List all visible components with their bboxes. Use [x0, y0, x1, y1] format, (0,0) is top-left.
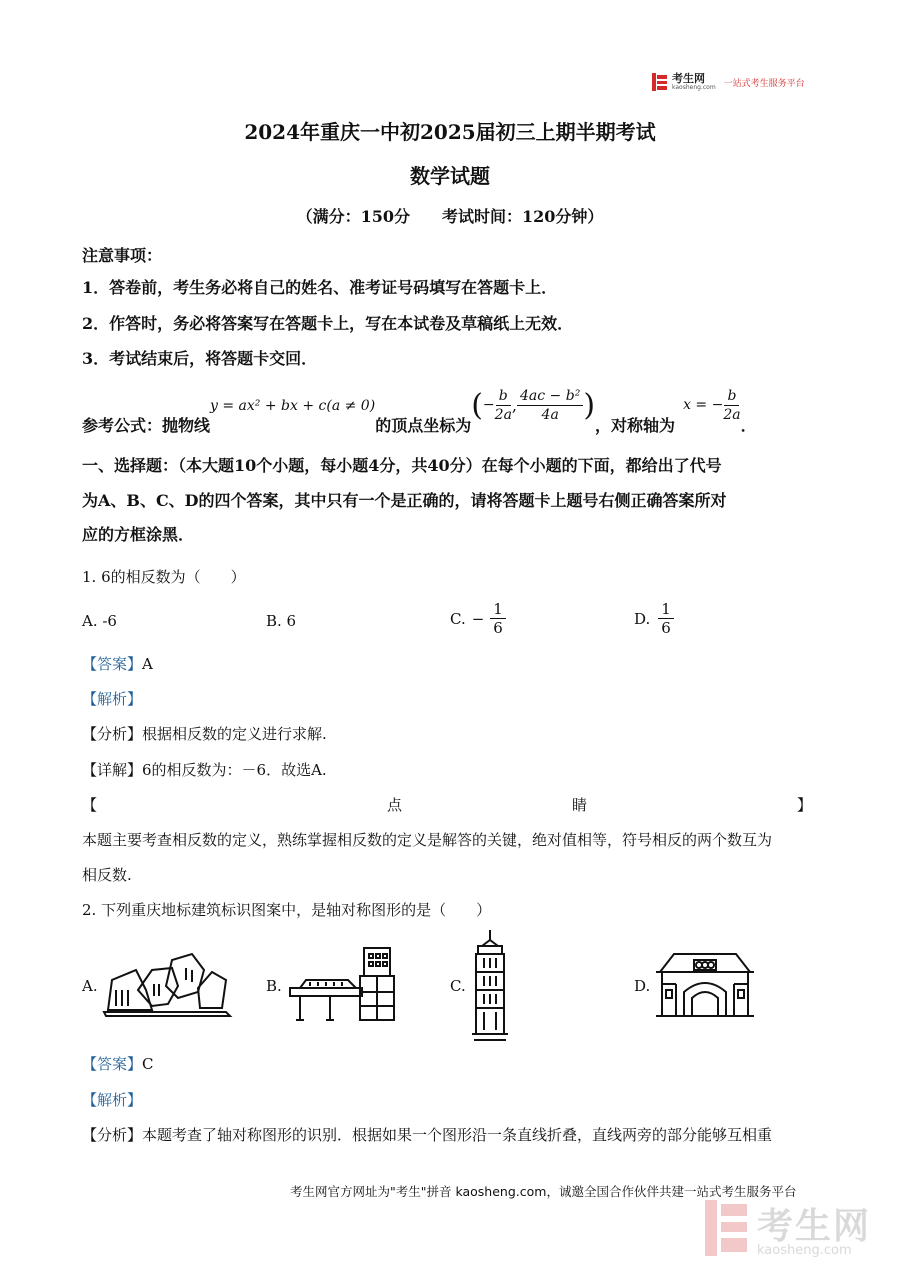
dianjing-bracket: 】: [796, 796, 812, 814]
q1-option-c-fraction: [490, 600, 506, 637]
formula-equation: y = ax² + bx + c(a ≠ 0): [210, 398, 376, 414]
axis-fraction: [723, 387, 740, 424]
q1-option-d-num: 1: [658, 600, 674, 619]
q1-option-c-sign: −: [471, 609, 485, 628]
watermark: [705, 1196, 885, 1260]
q2-answer: [82, 1053, 154, 1074]
section-instructions: 为A、B、C、D的四个答案，其中只有一个是正确的，请将答题卡上题号右侧正确答案所对: [82, 491, 727, 510]
notice-item: 1．答卷前，考生务必将自己的姓名、准考证号码填写在答题卡上．: [82, 278, 558, 297]
q1-option-c-den: 6: [493, 619, 503, 637]
notice-heading: 注意事项：: [82, 246, 163, 265]
q2-option-c-label: C.: [450, 977, 466, 995]
answer-value: C: [142, 1055, 154, 1073]
kaosheng-logo-icon: [652, 73, 668, 91]
q1-answer: [82, 653, 153, 674]
watermark-logo-icon: [705, 1200, 749, 1256]
notice-item: 2．作答时，务必将答案写在答题卡上，写在本试卷及草稿纸上无效．: [82, 314, 574, 333]
exam-title: 2024年重庆一中初2025届初三上期半期考试: [244, 120, 656, 144]
section-instructions: 一、选择题：（本大题10个小题，每小题4分，共40分）在每个小题的下面，都给出了代号: [82, 456, 722, 475]
q1-analysis-tag: 【解析】: [82, 690, 143, 708]
fenxi-tag: 【分析】: [82, 725, 143, 743]
watermark-domain: kaosheng.com: [757, 1243, 852, 1258]
header-logo: [652, 72, 805, 92]
q1-option-d: [634, 600, 674, 637]
page-footer: 考生网官方网址为"考生"拼音 kaosheng.com，诚邀全国合作伙伴共建一站式考生服务平台: [290, 1184, 797, 1199]
reference-formula: 参考公式：抛物线 y = ax² + bx + c(a ≠ 0) 的顶点坐标为 ( − $\frac{b}{2a}$ , $\frac{\text{4ac − b²}}{4a}$ ) ，对称轴为 x = − $\frac{b}{2a}$ ．: [82, 387, 757, 435]
dianjing-bracket: 【: [82, 796, 98, 814]
axis-lhs: x = −: [683, 397, 724, 413]
logo-slogan: 一站式考生服务平台: [723, 78, 805, 89]
vertex-y-den: 4a: [541, 406, 559, 423]
fenxi-text: 根据相反数的定义进行求解.: [142, 725, 327, 743]
q2-fenxi: [82, 1124, 772, 1145]
fenxi-tag: 【分析】: [82, 1126, 143, 1144]
formula-end: ．: [740, 416, 757, 435]
q1-option-b: B. 6: [266, 612, 297, 630]
vertex-x-num: b: [496, 387, 511, 406]
formula-label: 参考公式：抛物线: [82, 416, 211, 435]
question-2-stem: 2. 下列重庆地标建筑标识图案中，是轴对称图形的是（ ）: [82, 901, 492, 919]
q1-option-a: A. -6: [82, 612, 117, 630]
q1-option-d-den: 6: [661, 619, 671, 637]
answer-tag: 【答案】: [82, 1055, 143, 1073]
section-instructions: 应的方框涂黑．: [82, 525, 195, 544]
exam-meta: （满分：150分 考试时间：120分钟）: [296, 207, 604, 226]
q1-dianjing-heading: [82, 794, 812, 815]
paren-right: ): [583, 387, 596, 423]
fenxi-text: 本题考查了轴对称图形的识别．根据如果一个图形沿一条直线折叠，直线两旁的部分能够互相重: [142, 1126, 773, 1144]
question-1-stem: 1. 6的相反数为（ ）: [82, 568, 246, 586]
dianjing-char: 睛: [571, 796, 587, 814]
landmark-c-icon: [470, 928, 510, 1042]
formula-vertex-label: 的顶点坐标为: [375, 416, 472, 435]
logo-domain: kaosheng.com: [672, 84, 716, 91]
paren-left: (: [471, 387, 483, 423]
q2-option-a-label: A.: [82, 977, 98, 995]
exam-subtitle: 数学试题: [410, 164, 490, 188]
q1-option-c-num: 1: [490, 600, 506, 619]
landmark-d-icon: [654, 950, 756, 1020]
q2-option-d-label: D.: [634, 977, 651, 995]
notice-item: 3．考试结束后，将答题卡交回．: [82, 349, 318, 368]
q1-option-d-fraction: [658, 600, 674, 637]
q1-dianjing-text: 相反数.: [82, 866, 132, 884]
q2-analysis-tag: 【解析】: [82, 1091, 143, 1109]
answer-value: A: [142, 655, 153, 673]
axis-num: b: [724, 387, 739, 406]
q1-option-d-label: D.: [634, 609, 651, 628]
landmark-b-icon: [286, 944, 398, 1022]
q1-xiangjie: [82, 759, 327, 780]
q2-option-b-label: B.: [266, 977, 282, 995]
q1-option-c: [450, 600, 506, 637]
landmark-a-icon: [102, 950, 234, 1020]
vertex-y-num: 4ac − b²: [517, 387, 583, 406]
logo-name: 考生网: [672, 72, 705, 85]
vertex-y-fraction: [517, 387, 583, 424]
q1-dianjing-text: 本题主要考查相反数的定义，熟练掌握相反数的定义是解答的关键，绝对值相等，符号相反的两个数互为: [82, 831, 773, 849]
dianjing-char: 点: [386, 796, 402, 814]
q1-fenxi: [82, 723, 327, 744]
xiangjie-tag: 【详解】: [82, 761, 143, 779]
xiangjie-text: 6的相反数为：－6．故选A.: [142, 761, 327, 779]
q1-option-c-label: C.: [450, 609, 466, 628]
vertex-x-den: 2a: [494, 406, 512, 423]
axis-den: 2a: [723, 406, 741, 423]
answer-tag: 【答案】: [82, 655, 143, 673]
watermark-name: 考生网: [757, 1206, 872, 1247]
formula-axis-label: ，对称轴为: [595, 416, 676, 435]
vertex-x-fraction: [495, 387, 512, 424]
